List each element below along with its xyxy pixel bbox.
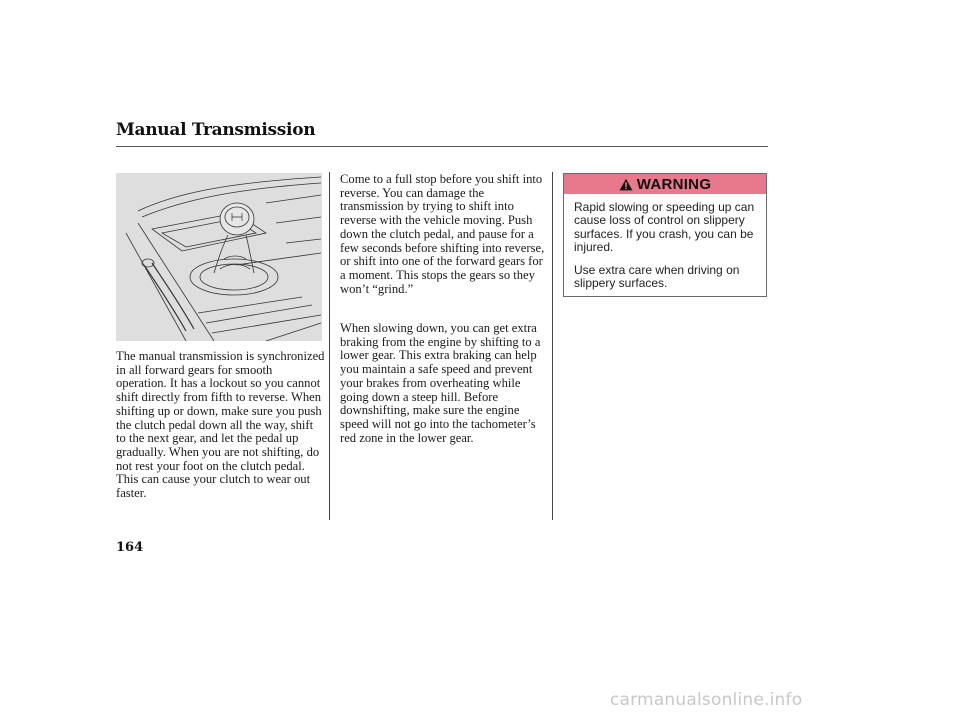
engine-braking-paragraph: When slowing down, you can get extra braking from the engine by shifting to a lower gear. This extra braking can help you maintain a safe speed and prevent your brakes from overheating while going down a steep hill. Before downshifting, make sure the engine speed will not go into the tachometer’s red zone in the lower gear. <box>340 321 541 445</box>
warning-box <box>563 173 767 297</box>
reverse-paragraph: Come to a full stop before you shift into reverse. You can damage the transmission by trying to shift into reverse with the vehicle moving. Push down the clutch pedal, and pause for a few seconds before shifting into reverse, or shift into one of the forward gears for a moment. This stops the gears so they won’t “grind.” <box>340 172 545 296</box>
watermark: carmanualsonline.info <box>610 690 803 710</box>
warning-text-control: Rapid slowing or speeding up can cause loss of control on slippery surfaces. If you crash, you can be injured. <box>574 200 755 254</box>
transmission-paragraph: The manual transmission is synchronized in all forward gears for smooth operation. It has a lockout so you cannot shift directly from fifth to reverse. When shifting up or down, make sure you push the clutch pedal down all the way, shift to the next gear, and let the pedal up gradually. When you are not shifting, do not rest your foot on the clutch pedal. This can cause your clutch to wear out faster. <box>116 349 325 501</box>
title-divider <box>116 146 768 147</box>
warning-text-care: Use extra care when driving on slippery surfaces. <box>574 263 740 291</box>
shift-lever-illustration <box>116 173 322 341</box>
column-divider-1 <box>329 172 330 520</box>
warning-triangle-icon <box>619 178 633 191</box>
warning-label: WARNING <box>636 175 712 193</box>
column-divider-2 <box>552 172 553 520</box>
warning-header <box>564 174 766 194</box>
page-number: 164 <box>116 540 144 555</box>
page-title: Manual Transmission <box>116 120 316 140</box>
